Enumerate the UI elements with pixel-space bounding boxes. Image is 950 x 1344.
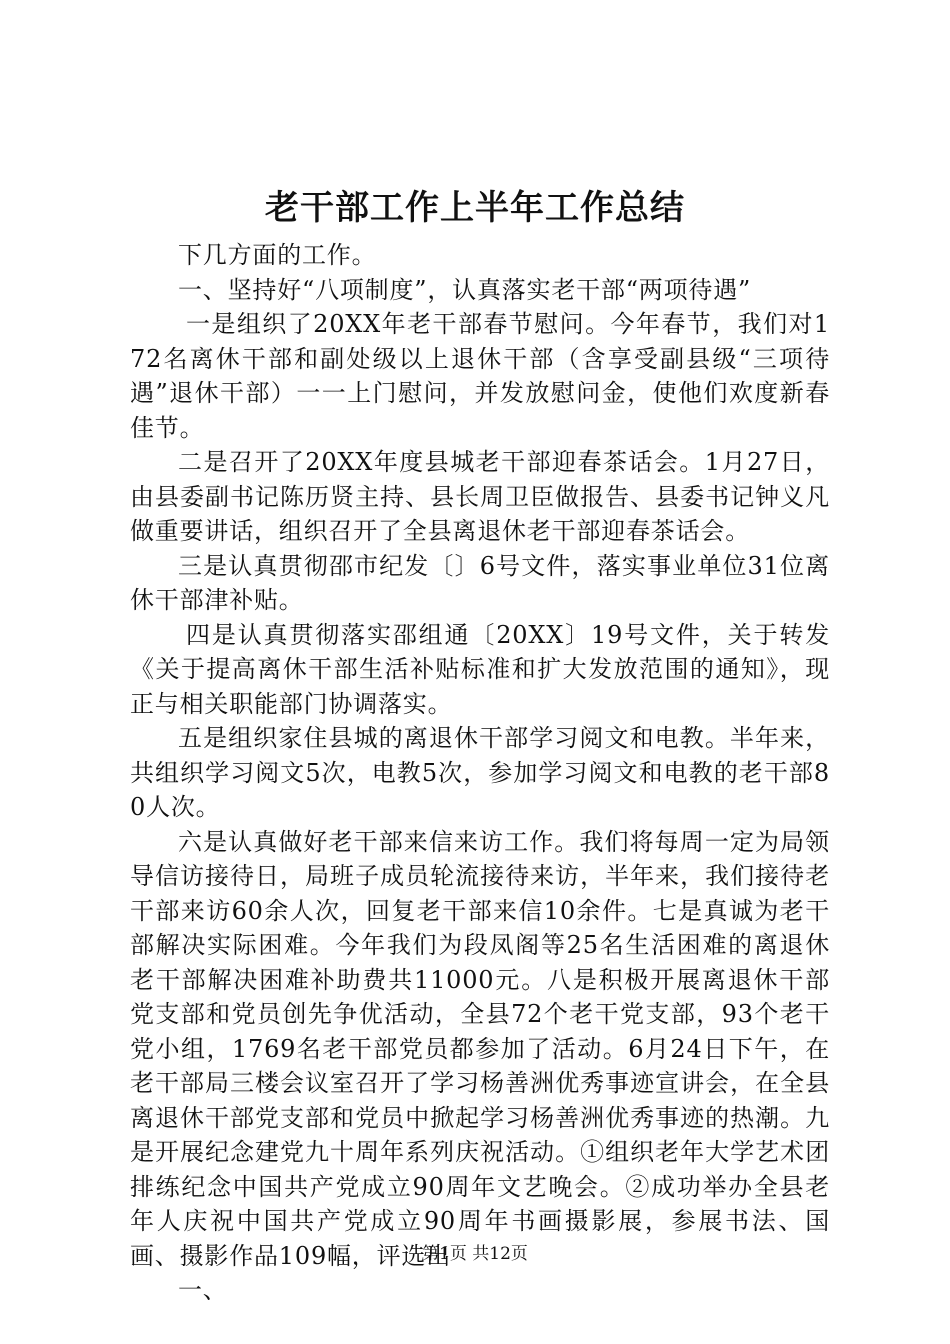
paragraph-item-4: 四是认真贯彻落实邵组通〔20XX〕19号文件，关于转发《关于提高离休干部生活补贴标准和扩大发放范围的通知》，现正与相关职能部门协调落实。 bbox=[130, 620, 830, 718]
paragraph-item-6: 六是认真做好老干部来信来访工作。我们将每周一定为局领导信访接待日，局班子成员轮流接待来访，半年来，我们接待老干部来访60余人次，回复老干部来信10余件。七是真诚为老干部解决实际困难。今年我们为段凤阁等25名生活困难的离退休老干部解决困难补助费共11000元。八是积极开展离退休干部党支部和党员创先争优活动，全县72个老干党支部，93个老干党小组，1769名老干部党员都参加了活动。6月24日下午，在老干部局三楼会议室召开了学习杨善洲优秀事迹宣讲会，在全县离退休干部党支部和党员中掀起学习杨善洲优秀事迹的热潮。九是开展纪念建党九十周年系列庆祝活动。①组织老年大学艺术团排练纪念中国共产党成立90周年文艺晚会。②成功举办全县老年人庆祝中国共产党成立90周年书画摄影展，参展书法、国画、摄影作品109幅，评选出 bbox=[130, 827, 830, 1270]
document-body bbox=[130, 238, 830, 1308]
paragraph-1: 下几方面的工作。 bbox=[178, 241, 377, 269]
paragraph-item-5: 五是组织家住县城的离退休干部学习阅文和电教。半年来，共组织学习阅文5次，电教5次，参加学习阅文和电教的老干部80人次。 bbox=[130, 724, 830, 821]
paragraph-item-1: 一是组织了20XX年老干部春节慰问。今年春节，我们对172名离休干部和副处级以上退休干部（含享受副县级“三项待遇”退休干部）一一上门慰问，并发放慰问金，使他们欢度新春佳节。 bbox=[130, 310, 830, 442]
section-heading-2: 一、 bbox=[178, 1276, 228, 1304]
paragraph-item-3: 三是认真贯彻邵市纪发〔〕6号文件，落实事业单位31位离休干部津补贴。 bbox=[130, 551, 830, 614]
document-title: 老干部工作上半年工作总结 bbox=[265, 188, 685, 228]
paragraph-item-2: 二是召开了20XX年度县城老干部迎春茶话会。1月27日，由县委副书记陈历贤主持、县长周卫臣做报告、县委书记钟义凡做重要讲话，组织召开了全县离退休老干部迎春茶话会。 bbox=[130, 448, 830, 545]
section-heading-1: 一、坚持好“八项制度”，认真落实老干部“两项待遇” bbox=[178, 275, 752, 304]
page-footer: 第1页 共12页 bbox=[422, 1244, 528, 1264]
